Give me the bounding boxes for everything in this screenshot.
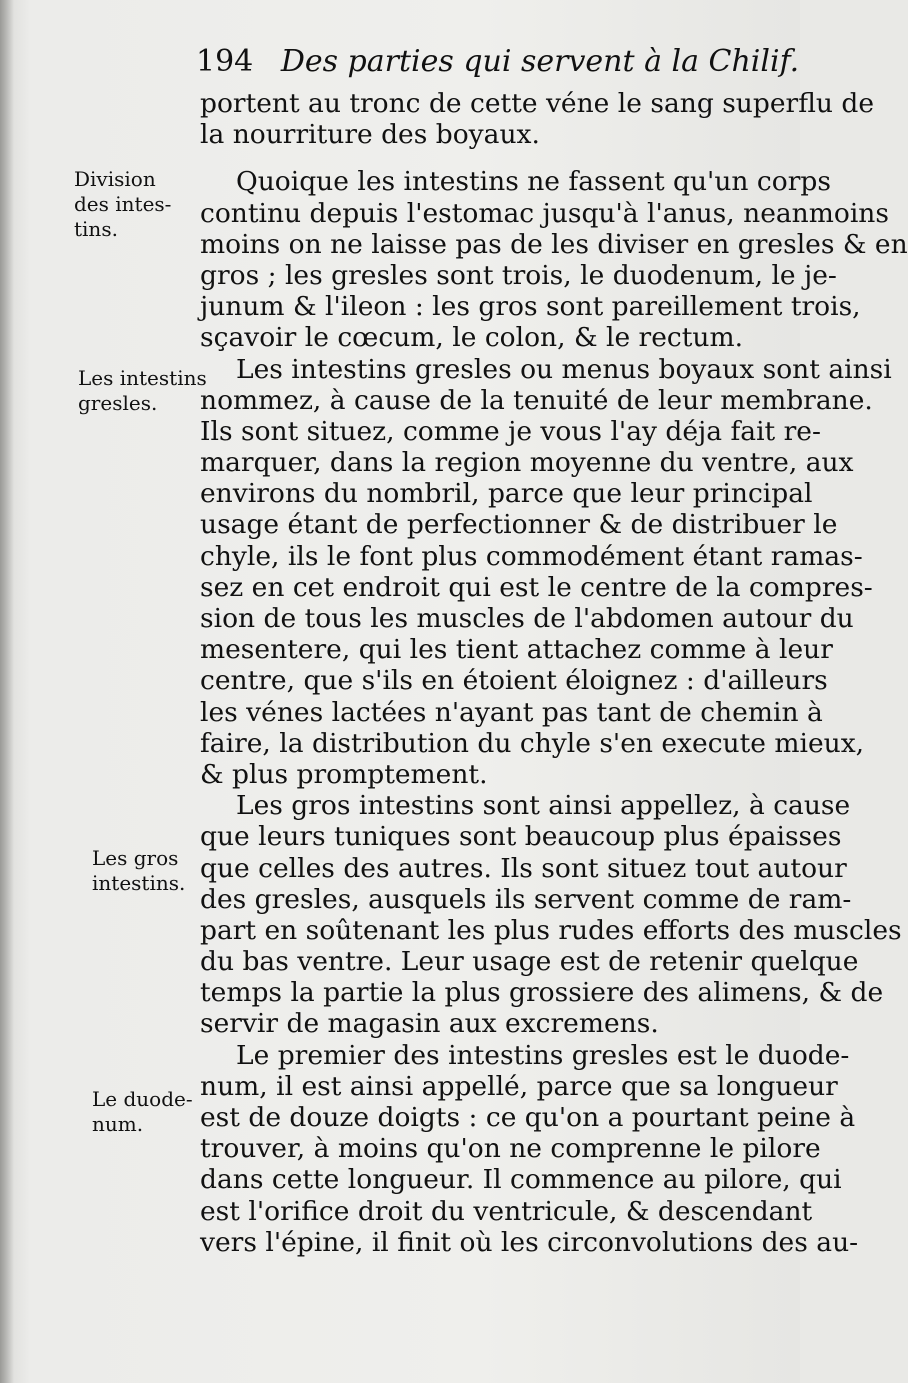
text-line: la nourriture des boyaux. xyxy=(200,119,540,151)
text-line: part en soûtenant les plus rudes efforts des muscles xyxy=(200,914,902,946)
text-line: faire, la distribution du chyle s'en execute mieux, xyxy=(200,727,865,759)
margin-note-line: Les gros xyxy=(92,846,179,870)
text-line: sçavoir le cœcum, le colon, & le rectum. xyxy=(200,322,744,354)
text-line: sez en cet endroit qui est le centre de la compres- xyxy=(200,571,873,603)
text-line: environs du nombril, parce que leur principal xyxy=(200,478,813,510)
margin-note-line: des intes- xyxy=(74,192,172,216)
text-line: dans cette longueur. Il commence au pilore, qui xyxy=(200,1164,842,1196)
text-line: les vénes lactées n'ayant pas tant de chemin à xyxy=(200,696,823,728)
margin-note-gresles xyxy=(78,366,207,416)
page-number: 194 xyxy=(196,44,254,79)
text-line: num, il est ainsi appellé, parce que sa longueur xyxy=(200,1070,838,1102)
text-line: nommez, à cause de la tenuité de leur membrane. xyxy=(200,384,873,416)
text-line: est l'orifice droit du ventricule, & descendant xyxy=(200,1195,813,1227)
text-line: moins on ne laisse pas de les diviser en gresles & en xyxy=(200,228,908,260)
margin-note-line: Les intestins xyxy=(78,366,207,390)
text-line: sion de tous les muscles de l'abdomen autour du xyxy=(200,603,854,634)
text-line: portent au tronc de cette véne le sang superflu de xyxy=(200,88,875,119)
margin-note-line: num. xyxy=(92,1112,144,1136)
text-line: que leurs tuniques sont beaucoup plus épaisses xyxy=(200,821,842,853)
text-line: vers l'épine, il finit où les circonvolutions des au- xyxy=(200,1226,859,1258)
margin-note-line: gresles. xyxy=(78,391,158,415)
text-line: junum & l'ileon : les gros sont pareillement trois, xyxy=(200,291,861,323)
text-line: gros ; les gresles sont trois, le duodenum, le je- xyxy=(200,259,837,291)
text-line: mesentere, qui les tient attachez comme à leur xyxy=(200,634,833,666)
text-line: trouver, à moins qu'on ne comprenne le pilore xyxy=(200,1133,821,1165)
text-line: Quoique les intestins ne fassent qu'un corps xyxy=(236,166,831,198)
margin-note-duodenum xyxy=(92,1087,212,1137)
text-line: des gresles, ausquels ils servent comme de ram- xyxy=(200,883,852,915)
text-line: est de douze doigts : ce qu'on a pourtant peine à xyxy=(200,1102,856,1133)
body-text xyxy=(200,88,908,1258)
page-header xyxy=(196,44,800,88)
running-title: Des parties qui servent à la Chilif. xyxy=(280,44,800,79)
margin-note-gros xyxy=(92,846,212,896)
text-line: Ils sont situez, comme je vous l'ay déja fait re- xyxy=(200,415,821,447)
text-line: temps la partie la plus grossiere des alimens, & de xyxy=(200,977,884,1009)
text-line: & plus promptement. xyxy=(200,758,488,790)
text-line: Les intestins gresles ou menus boyaux sont ainsi xyxy=(236,353,892,385)
margin-note-line: intestins. xyxy=(92,871,186,895)
margin-note-line: Le duode- xyxy=(92,1087,193,1111)
text-line: Les gros intestins sont ainsi appellez, à cause xyxy=(236,790,851,822)
page-gutter-shadow xyxy=(0,0,14,1383)
text-line: chyle, ils le font plus commodément étant ramas- xyxy=(200,540,863,572)
text-line: usage étant de perfectionner & de distribuer le xyxy=(200,509,838,541)
text-line: que celles des autres. Ils sont situez tout autour xyxy=(200,852,847,884)
margin-note-division xyxy=(74,167,194,242)
text-line: Le premier des intestins gresles est le duode- xyxy=(236,1039,850,1071)
text-line: marquer, dans la region moyenne du ventre, aux xyxy=(200,447,854,479)
margin-note-line: Division xyxy=(74,167,156,191)
text-line: centre, que s'ils en étoient éloignez : d'ailleurs xyxy=(200,665,828,697)
text-line: continu depuis l'estomac jusqu'à l'anus, neanmoins xyxy=(200,197,889,229)
text-line: du bas ventre. Leur usage est de retenir quelque xyxy=(200,946,859,978)
margin-note-line: tins. xyxy=(74,217,118,241)
text-line: servir de magasin aux excremens. xyxy=(200,1008,659,1040)
